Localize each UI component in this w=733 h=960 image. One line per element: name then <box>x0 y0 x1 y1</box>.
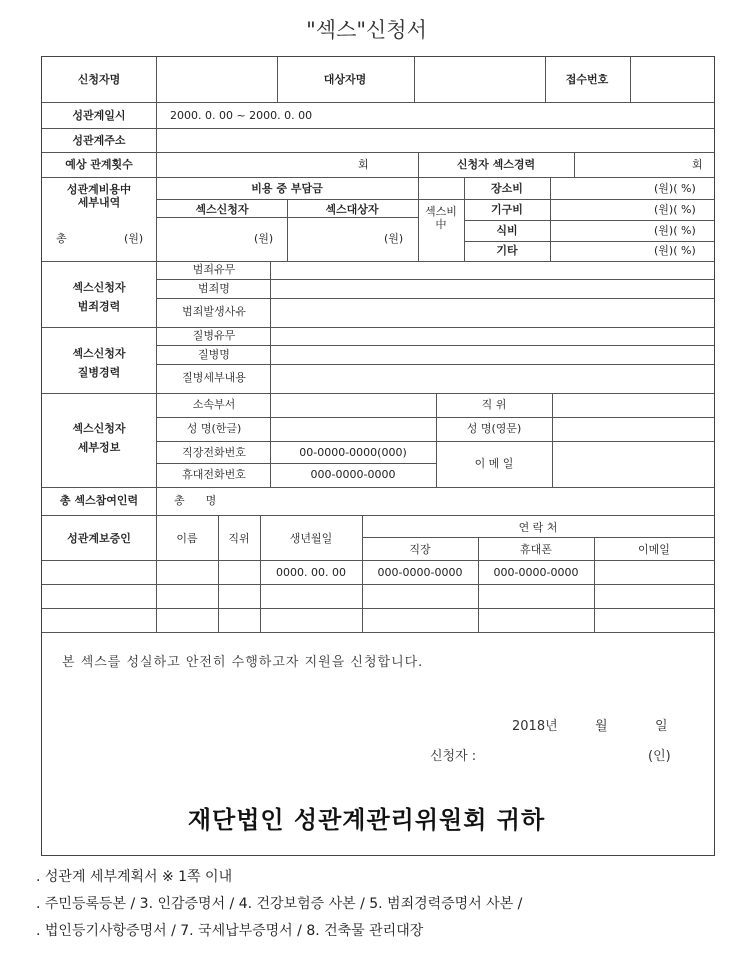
guarantor-label: 성관계보증인 <box>67 532 131 545</box>
attachment-item: . 주민등록등본 / 3. 인감증명서 / 4. 건강보험증 사본 / 5. 범죄경력증명서 사본 / <box>36 896 523 912</box>
guarantor-mobile-value: 000-0000-0000 <box>493 566 579 579</box>
cost-detail-label: 성관계비용中 세부내역 <box>66 183 132 210</box>
guarantor-birth-value: 0000. 00. 00 <box>276 566 346 579</box>
period-value: 2000. 0. 00 ~ 2000. 0. 00 <box>170 109 313 122</box>
cost-item-label: 식비 <box>496 224 518 237</box>
partner-name-label: 대상자명 <box>323 73 367 86</box>
cost-item-pct: (원)( %) <box>654 224 696 237</box>
partner-cost-won: (원) <box>384 232 404 245</box>
times-unit: 회 <box>358 158 369 171</box>
cost-item-label: 기타 <box>496 244 518 257</box>
cost-item-label: 장소비 <box>491 182 523 195</box>
guarantor-name-header: 이름 <box>176 532 198 545</box>
sex-cost-label: 섹스비 中 <box>425 205 457 232</box>
detail-section-label: 섹스신청자 세부정보 <box>72 422 126 454</box>
name-english-label: 성 명(영문) <box>466 422 522 435</box>
times-unit-2: 회 <box>692 158 703 171</box>
mobile-phone-label: 휴대전화번호 <box>182 468 246 481</box>
crime-row-label: 범죄발생사유 <box>182 305 246 318</box>
address-label: 성관계주소 <box>72 134 126 147</box>
disease-row-label: 질병명 <box>198 348 230 361</box>
addressee: 재단법인 성관계관리위원회 귀하 <box>187 806 546 834</box>
period-label: 성관계일시 <box>72 109 126 122</box>
guarantor-mobile-header: 휴대폰 <box>520 543 552 556</box>
applicant-name-label: 신청자명 <box>77 73 121 86</box>
name-korean-label: 성 명(한글) <box>186 422 242 435</box>
signer-label: 신청자 : <box>430 749 477 764</box>
disease-section-label: 섹스신청자 질병경력 <box>72 347 126 379</box>
document-title: "섹스"신청서 <box>306 18 427 42</box>
applicant-cost-label: 섹스신청자 <box>195 203 249 216</box>
cost-item-pct: (원)( %) <box>654 182 696 195</box>
date-day: 일 <box>655 719 668 734</box>
total-cost-label: 총 <box>56 232 67 245</box>
attachment-item: . 성관계 세부계획서 ※ 1쪽 이내 <box>36 869 233 885</box>
cost-item-pct: (원)( %) <box>654 244 696 257</box>
total-cost-won: (원) <box>124 232 144 245</box>
work-phone-label: 직장전화번호 <box>182 446 246 459</box>
email-label: 이 메 일 <box>474 457 514 470</box>
date-month: 월 <box>595 719 608 734</box>
expected-count-label: 예상 관계횟수 <box>65 158 133 171</box>
guarantor-contact-header: 연 락 처 <box>518 521 558 534</box>
guarantor-email-header: 이메일 <box>638 543 670 556</box>
cost-item-label: 기구비 <box>491 203 523 216</box>
total-participants-label: 총 섹스참여인력 <box>59 494 139 507</box>
position-label: 직 위 <box>481 398 507 411</box>
pledge-statement: 본 섹스를 성실하고 안전히 수행하고자 지원을 신청합니다. <box>62 655 424 670</box>
guarantor-work-header: 직장 <box>409 543 431 556</box>
seal-mark: (인) <box>648 749 671 764</box>
date-year: 2018년 <box>512 719 558 734</box>
cost-burden-label: 비용 중 부담금 <box>251 182 323 195</box>
mobile-phone-value: 000-0000-0000 <box>310 468 396 481</box>
work-phone-value: 00-0000-0000(000) <box>299 446 407 459</box>
disease-row-label: 질병세부내용 <box>182 371 246 384</box>
total-persons: 총 명 <box>174 494 217 507</box>
guarantor-birth-header: 생년월일 <box>289 532 333 545</box>
application-form-table <box>41 56 715 856</box>
disease-row-label: 질병유무 <box>192 329 236 342</box>
attachment-item: . 법인등기사항증명서 / 7. 국세납부증명서 / 8. 건축물 관리대장 <box>36 923 424 939</box>
applicant-cost-won: (원) <box>254 232 274 245</box>
receipt-number-label: 접수번호 <box>565 73 609 86</box>
guarantor-position-header: 직위 <box>228 532 250 545</box>
applicant-experience-label: 신청자 섹스경력 <box>456 158 536 171</box>
partner-cost-label: 섹스대상자 <box>325 203 379 216</box>
department-label: 소속부서 <box>192 398 236 411</box>
crime-row-label: 범죄명 <box>198 282 230 295</box>
crime-row-label: 범죄유무 <box>192 263 236 276</box>
guarantor-work-value: 000-0000-0000 <box>377 566 463 579</box>
cost-item-pct: (원)( %) <box>654 203 696 216</box>
crime-section-label: 섹스신청자 범죄경력 <box>72 281 126 313</box>
